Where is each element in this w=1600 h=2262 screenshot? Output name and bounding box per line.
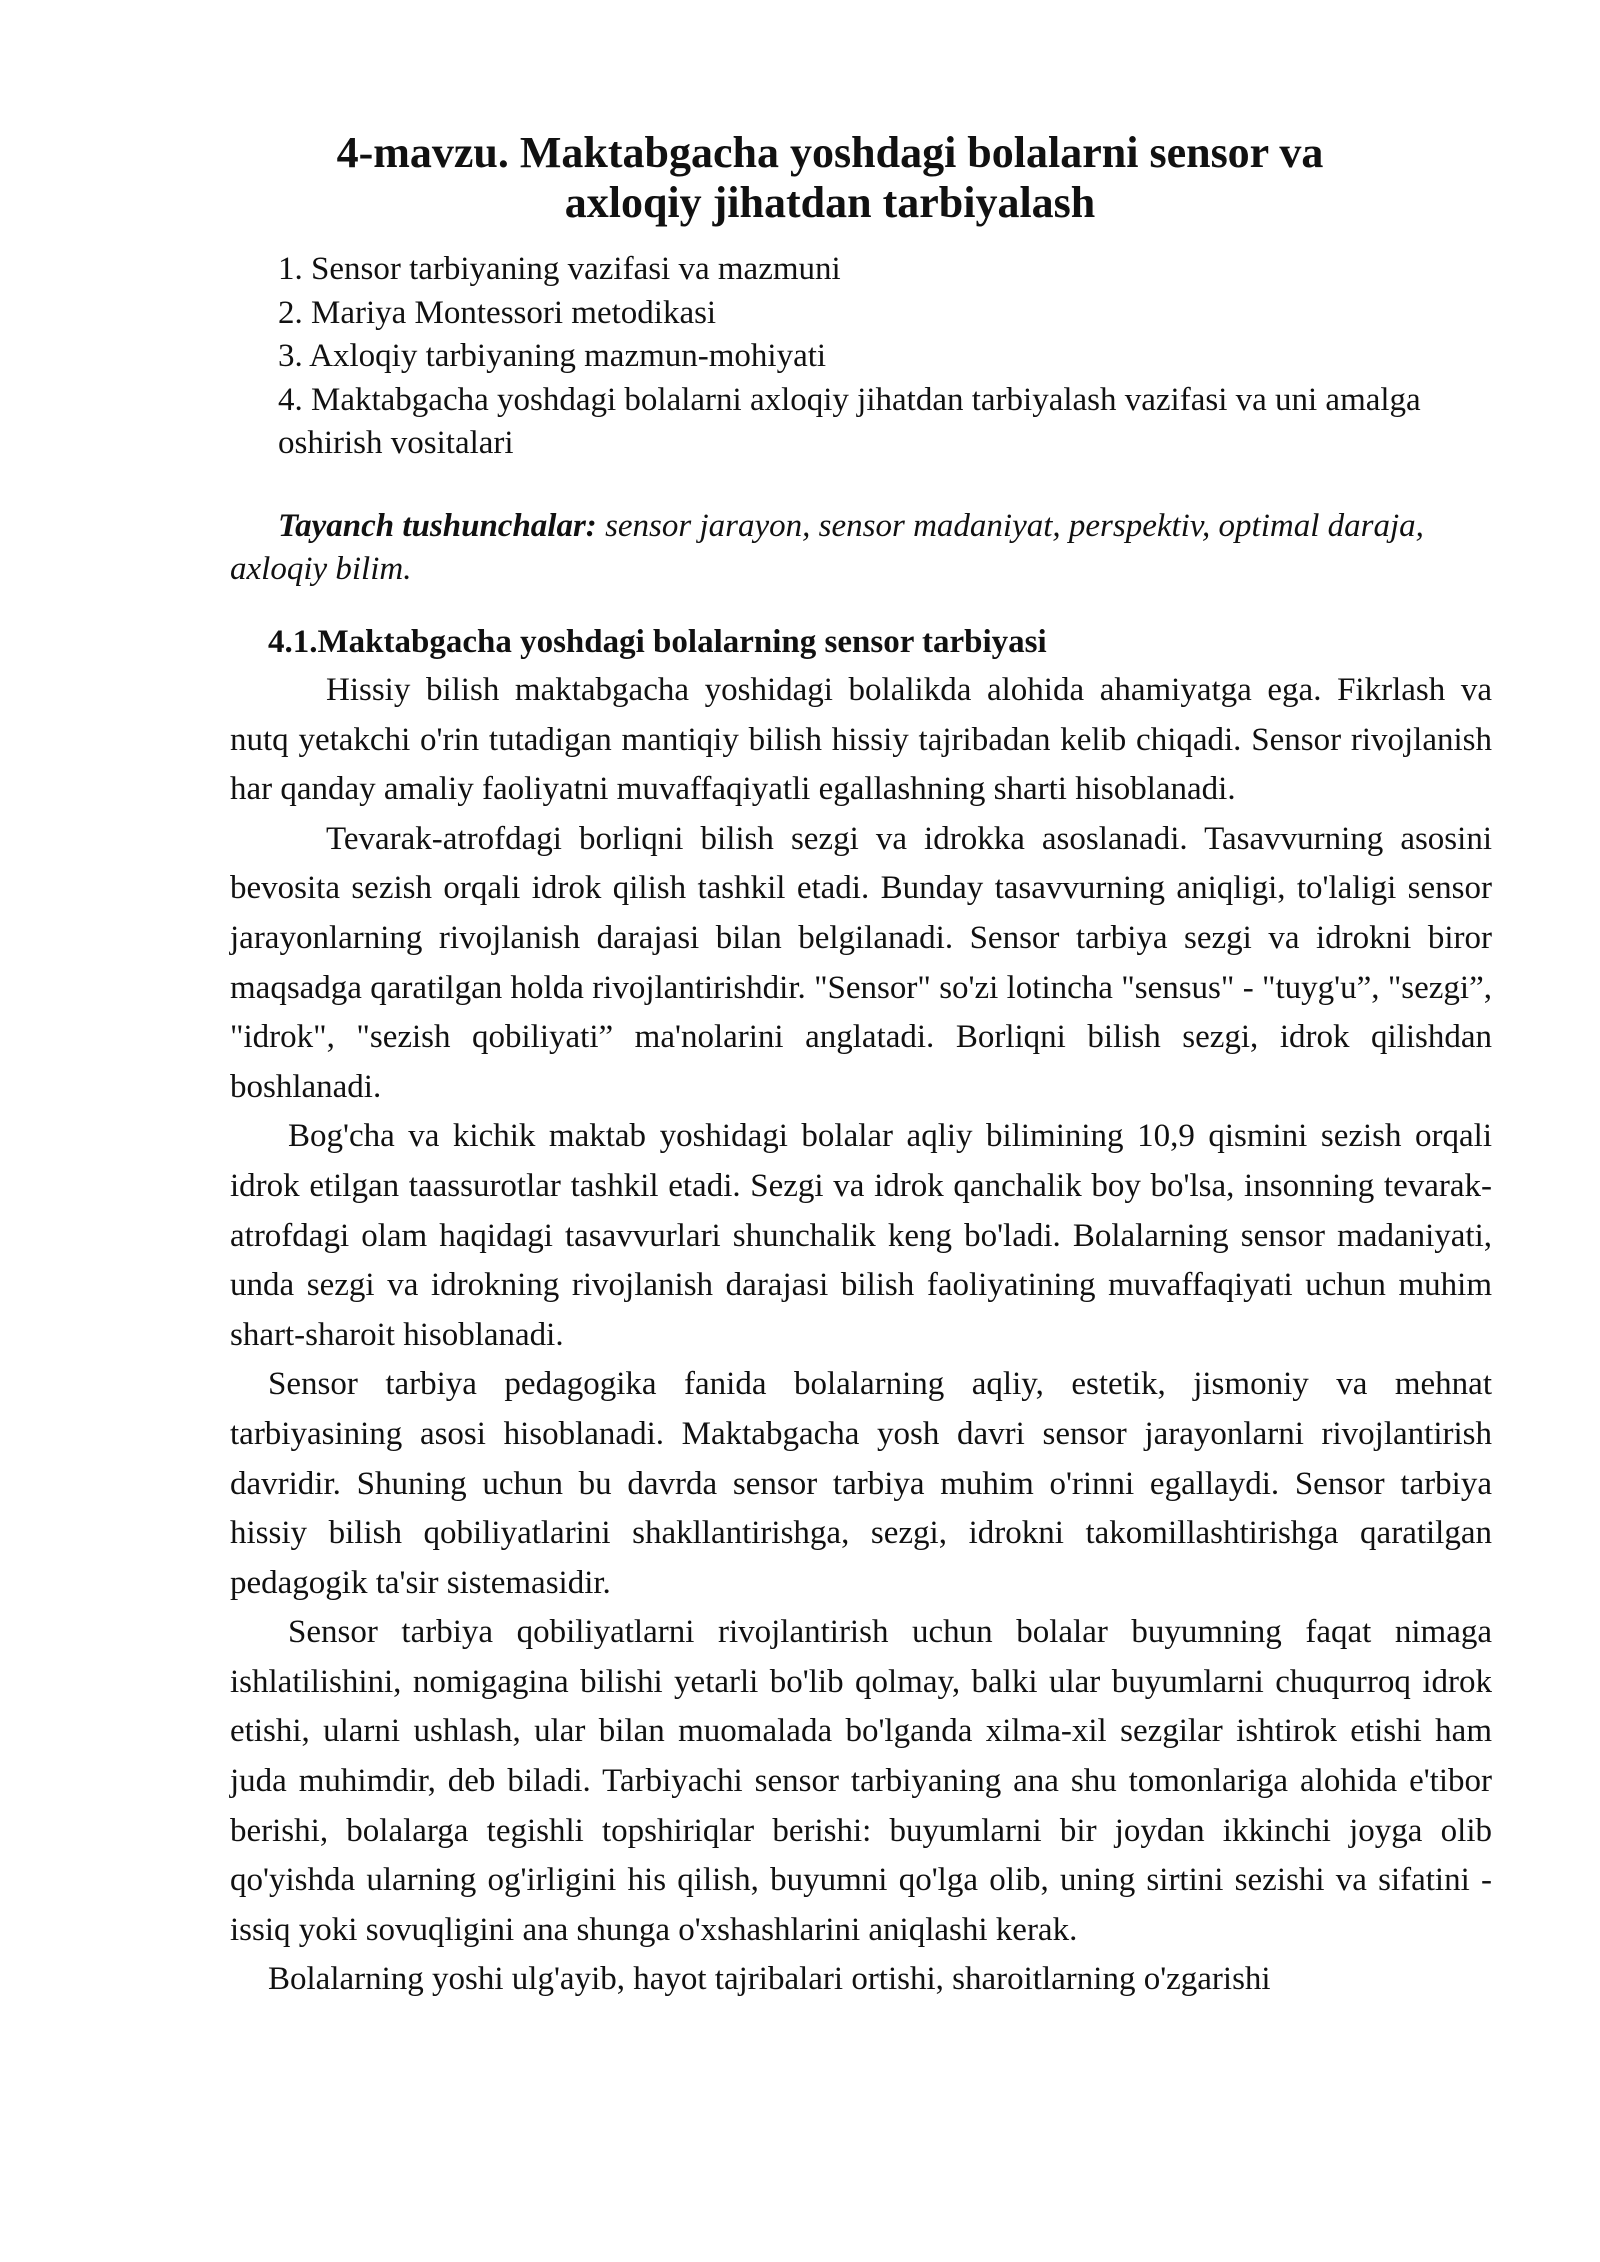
key-concepts-text: sensor jarayon, sensor madaniyat, perspektiv, optimal daraja, axloqiy bilim. [230, 508, 1424, 587]
body-text [230, 666, 1492, 2005]
paragraph: Sensor tarbiya qobiliyatlarni rivojlantirish uchun bolalar buyumning faqat nimaga ishlatilishini, nomigagina bilishi yetarli bo'lib qolmay, balki ular buyumlarni chuqurroq idrok etishi, ularni ushlash, ular bilan muomalada bo'lganda xilma-xil sezgilar ishtirok etishi ham juda muhimdir, deb biladi. Tarbiyachi sensor tarbiyaning ana shu tomonlariga alohida e'tibor berishi, bolalarga tegishli topshiriqlar berishi: buyumlarni bir joydan ikkinchi joyga olib qo'yishda ularning og'irligini his qilish, buyumni qo'lga olib, uning sirtini sezishi va sifatini - issiq yoki sovuqligini ana shunga o'xshashlarini aniqlashi kerak. [230, 1614, 1492, 1948]
page-title [230, 128, 1430, 228]
paragraph: Bolalarning yoshi ulg'ayib, hayot tajribalari ortishi, sharoitlarning o'zgarishi [268, 1961, 1271, 1998]
paragraph: Hissiy bilish maktabgacha yoshidagi bolalikda alohida ahamiyatga ega. Fikrlash va nutq yetakchi o'rin tutadigan mantiqiy bilish hissiy tajribadan kelib chiqadi. Sensor rivojlanish har qanday amaliy faoliyatni muvaffaqiyatli egallashning sharti hisoblanadi. [230, 672, 1492, 808]
outline-item: 2. Mariya Montessori metodikasi [278, 294, 717, 331]
section-heading: 4.1.Maktabgacha yoshdagi bolalarning sensor tarbiyasi [268, 624, 1047, 660]
paragraph: Tevarak-atrofdagi borliqni bilish sezgi va idrokka asoslanadi. Tasavvurning asosini bevosita sezish orqali idrok qilish tashkil etadi. Bunday tasavvurning aniqligi, to'laligi sensor jarayonlarning rivojlanish darajasi bilan belgilanadi. Sensor tarbiya sezgi va idrokni biror maqsadga qaratilgan holda rivojlantirishdir. "Sensor" so'zi lotincha "sensus" - "tuyg'u”, "sezgi”, "idrok", "sezish qobiliyati” ma'nolarini anglatadi. Borliqni bilish sezgi, idrok qilishdan boshlanadi. [230, 820, 1492, 1105]
key-concepts-label: Tayanch tushunchalar: [278, 508, 597, 544]
title-line-2: axloqiy jihatdan tarbiyalash [564, 178, 1096, 227]
topic-outline [278, 248, 1498, 466]
paragraph: Sensor tarbiya pedagogika fanida bolalarning aqliy, estetik, jismoniy va mehnat tarbiyasining asosi hisoblanadi. Maktabgacha yosh davri sensor jarayonlarni rivojlantirish davridir. Shuning uchun bu davrda sensor tarbiya muhim o'rinni egallaydi. Sensor tarbiya hissiy bilish qobiliyatlarini shakllantirishga, sezgi, idrokni takomillashtirishga qaratilgan pedagogik ta'sir sistemasidir. [230, 1366, 1492, 1601]
outline-item: 4. Maktabgacha yoshdagi bolalarni axloqiy jihatdan tarbiyalash vazifasi va uni amalga oshirish vositalari [278, 381, 1421, 461]
outline-item: 3. Axloqiy tarbiyaning mazmun-mohiyati [278, 338, 827, 374]
title-line-1: 4-mavzu. Maktabgacha yoshdagi bolalarni sensor va [336, 128, 1324, 177]
paragraph: Bog'cha va kichik maktab yoshidagi bolalar aqliy bilimining 10,9 qismini sezish orqali idrok etilgan taassurotlar tashkil etadi. Sezgi va idrok qanchalik boy bo'lsa, insonning tevarak-atrofdagi olam haqidagi tasavvurlari shunchalik keng bo'ladi. Bolalarning sensor madaniyati, unda sezgi va idrokning rivojlanish darajasi bilish faoliyatining muvaffaqiyati uchun muhim shart-sharoit hisoblanadi. [230, 1118, 1492, 1353]
key-concepts [230, 505, 1490, 591]
outline-item: 1. Sensor tarbiyaning vazifasi va mazmuni [278, 251, 841, 287]
